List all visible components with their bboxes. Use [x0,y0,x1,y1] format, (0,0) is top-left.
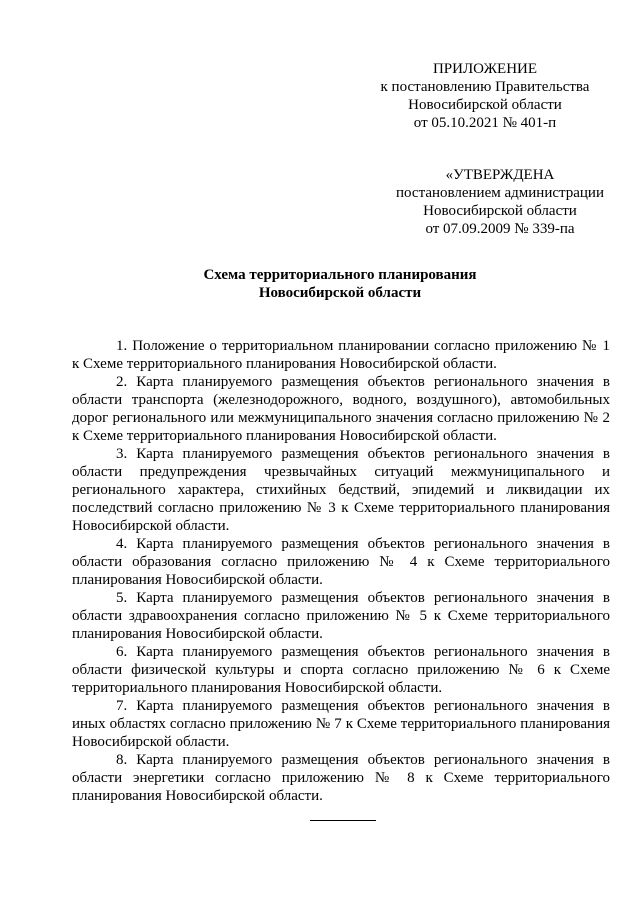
list-item-8: 8. Карта планируемого размещения объектов регионального значения в области энергетики согласно приложению № 8 к Схеме территориального планирования Новосибирской области. [72,752,610,804]
document-body [72,337,610,805]
approved-resolution-ref: постановлением администрации [396,185,604,201]
title-line-2: Новосибирской области [258,285,422,301]
appendix-block [370,60,600,132]
appendix-date-number: от 05.10.2021 № 401-п [413,115,557,131]
appendix-resolution-ref: к постановлению Правительства [380,79,590,95]
appendix-heading: ПРИЛОЖЕНИЕ [432,61,538,77]
closing-divider [310,820,376,821]
list-item-5: 5. Карта планируемого размещения объектов регионального значения в области здравоохранения согласно приложению № 5 к Схеме территориального планирования Новосибирской области. [72,590,610,642]
list-item-6: 6. Карта планируемого размещения объектов регионального значения в области физической культуры и спорта согласно приложению № 6 к Схеме территориального планирования Новосибирской области. [72,644,610,696]
list-item-1: 1. Положение о территориальном планировании согласно приложению № 1 к Схеме территориального планирования Новосибирской области. [72,338,610,372]
document-title [60,266,620,302]
list-item-3: 3. Карта планируемого размещения объектов регионального значения в области предупреждения чрезвычайных ситуаций межмуниципального и регионального характера, стихийных бедствий, эпидемий и ликвидации их последствий согласно приложению № 3 к Схеме территориального планирования Новосибирской области. [72,446,610,534]
approved-block [382,166,618,238]
title-line-1: Схема территориального планирования [203,267,477,283]
appendix-region: Новосибирской области [408,97,562,113]
list-item-2: 2. Карта планируемого размещения объектов регионального значения в области транспорта (железнодорожного, водного, воздушного), автомобильных дорог регионального или межмуниципального значения согласно приложению № 2 к Схеме территориального планирования Новосибирской области. [72,374,610,444]
approved-region: Новосибирской области [423,203,577,219]
list-item-7: 7. Карта планируемого размещения объектов регионального значения в иных областях согласно приложению № 7 к Схеме территориального планирования Новосибирской области. [72,698,610,750]
approved-date-number: от 07.09.2009 № 339-па [425,221,575,237]
list-item-4: 4. Карта планируемого размещения объектов регионального значения в области образования согласно приложению № 4 к Схеме территориального планирования Новосибирской области. [72,536,610,588]
approved-heading: «УТВЕРЖДЕНА [445,167,555,183]
